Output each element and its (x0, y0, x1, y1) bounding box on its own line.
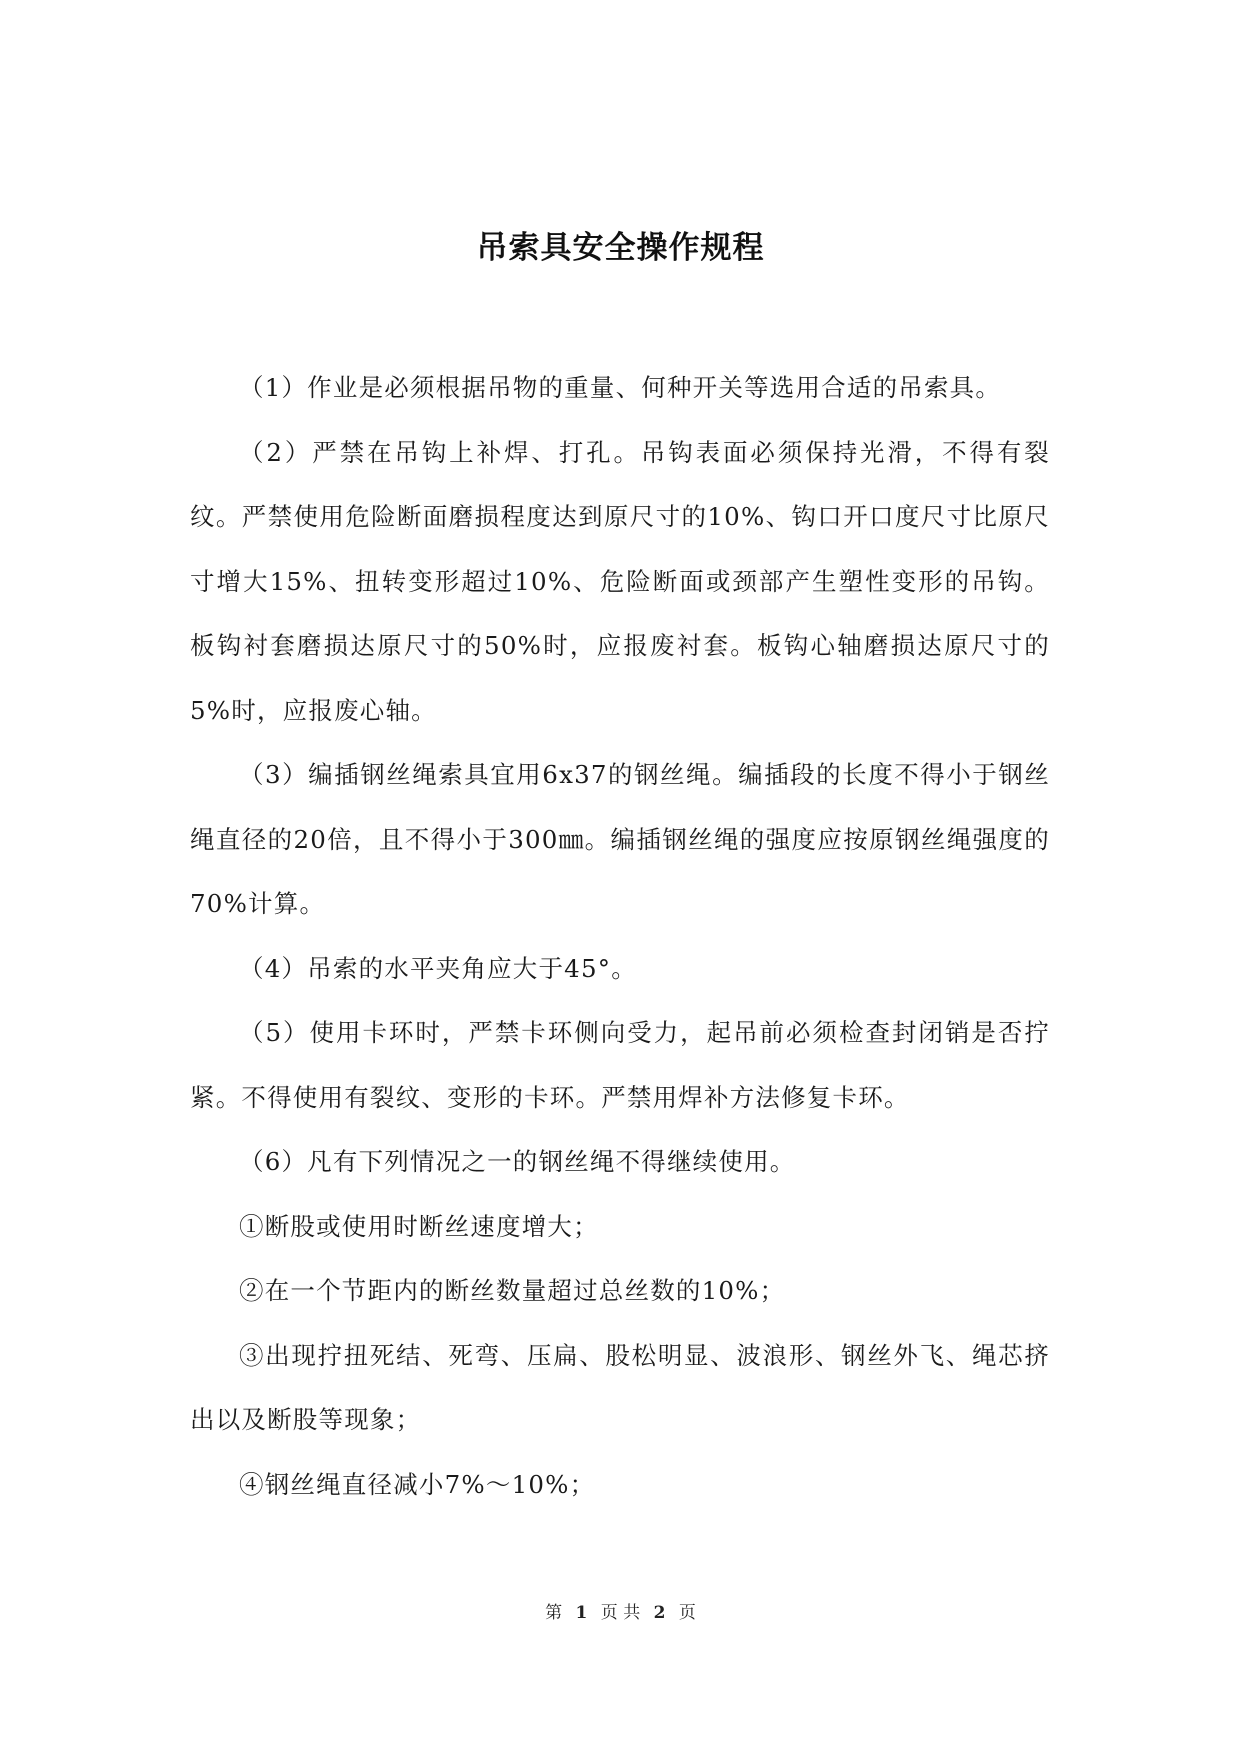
list-item-4: ④钢丝绳直径减小7%～10%； (239, 1469, 596, 1499)
paragraph-4: （4）吊索的水平夹角应大于45°。 (239, 953, 637, 983)
footer-prefix: 第 (545, 1603, 563, 1623)
page-footer (0, 1598, 1241, 1623)
paragraph-3: （3）编插钢丝绳索具宜用6x37的钢丝绳。编插段的长度不得小于钢丝绳直径的20倍，且不得小于300㎜。编插钢丝绳的强度应按原钢丝绳强度的70%计算。 (190, 760, 1050, 918)
list-item-1: ①断股或使用时断丝速度增大； (239, 1211, 599, 1241)
footer-page-number: 1 (575, 1603, 588, 1623)
footer-suffix: 页 (678, 1603, 696, 1623)
list-item-3: ③出现拧扭死结、死弯、压扁、股松明显、波浪形、钢丝外飞、绳芯挤出以及断股等现象； (190, 1340, 1050, 1434)
footer-total-pages: 2 (653, 1603, 666, 1623)
paragraph-5: （5）使用卡环时，严禁卡环侧向受力，起吊前必须检查封闭销是否拧紧。不得使用有裂纹、变形的卡环。严禁用焊补方法修复卡环。 (190, 1018, 1050, 1112)
document-body (190, 356, 1050, 1517)
paragraph-6: （6）凡有下列情况之一的钢丝绳不得继续使用。 (239, 1147, 796, 1176)
footer-middle: 页 共 (600, 1603, 641, 1623)
paragraph-2: （2）严禁在吊钩上补焊、打孔。吊钩表面必须保持光滑，不得有裂纹。严禁使用危险断面磨损程度达到原尺寸的10%、钩口开口度尺寸比原尺寸增大15%、扭转变形超过10%、危险断面或颈部产生塑性变形的吊钩。板钩衬套磨损达原尺寸的50%时，应报废衬套。板钩心轴磨损达原尺寸的5%时，应报废心轴。 (190, 437, 1050, 725)
paragraph-1: （1）作业是必须根据吊物的重量、何种开关等选用合适的吊索具。 (239, 373, 1002, 402)
document-title: 吊索具安全操作规程 (476, 230, 765, 266)
list-item-2: ②在一个节距内的断丝数量超过总丝数的10%； (239, 1276, 786, 1305)
